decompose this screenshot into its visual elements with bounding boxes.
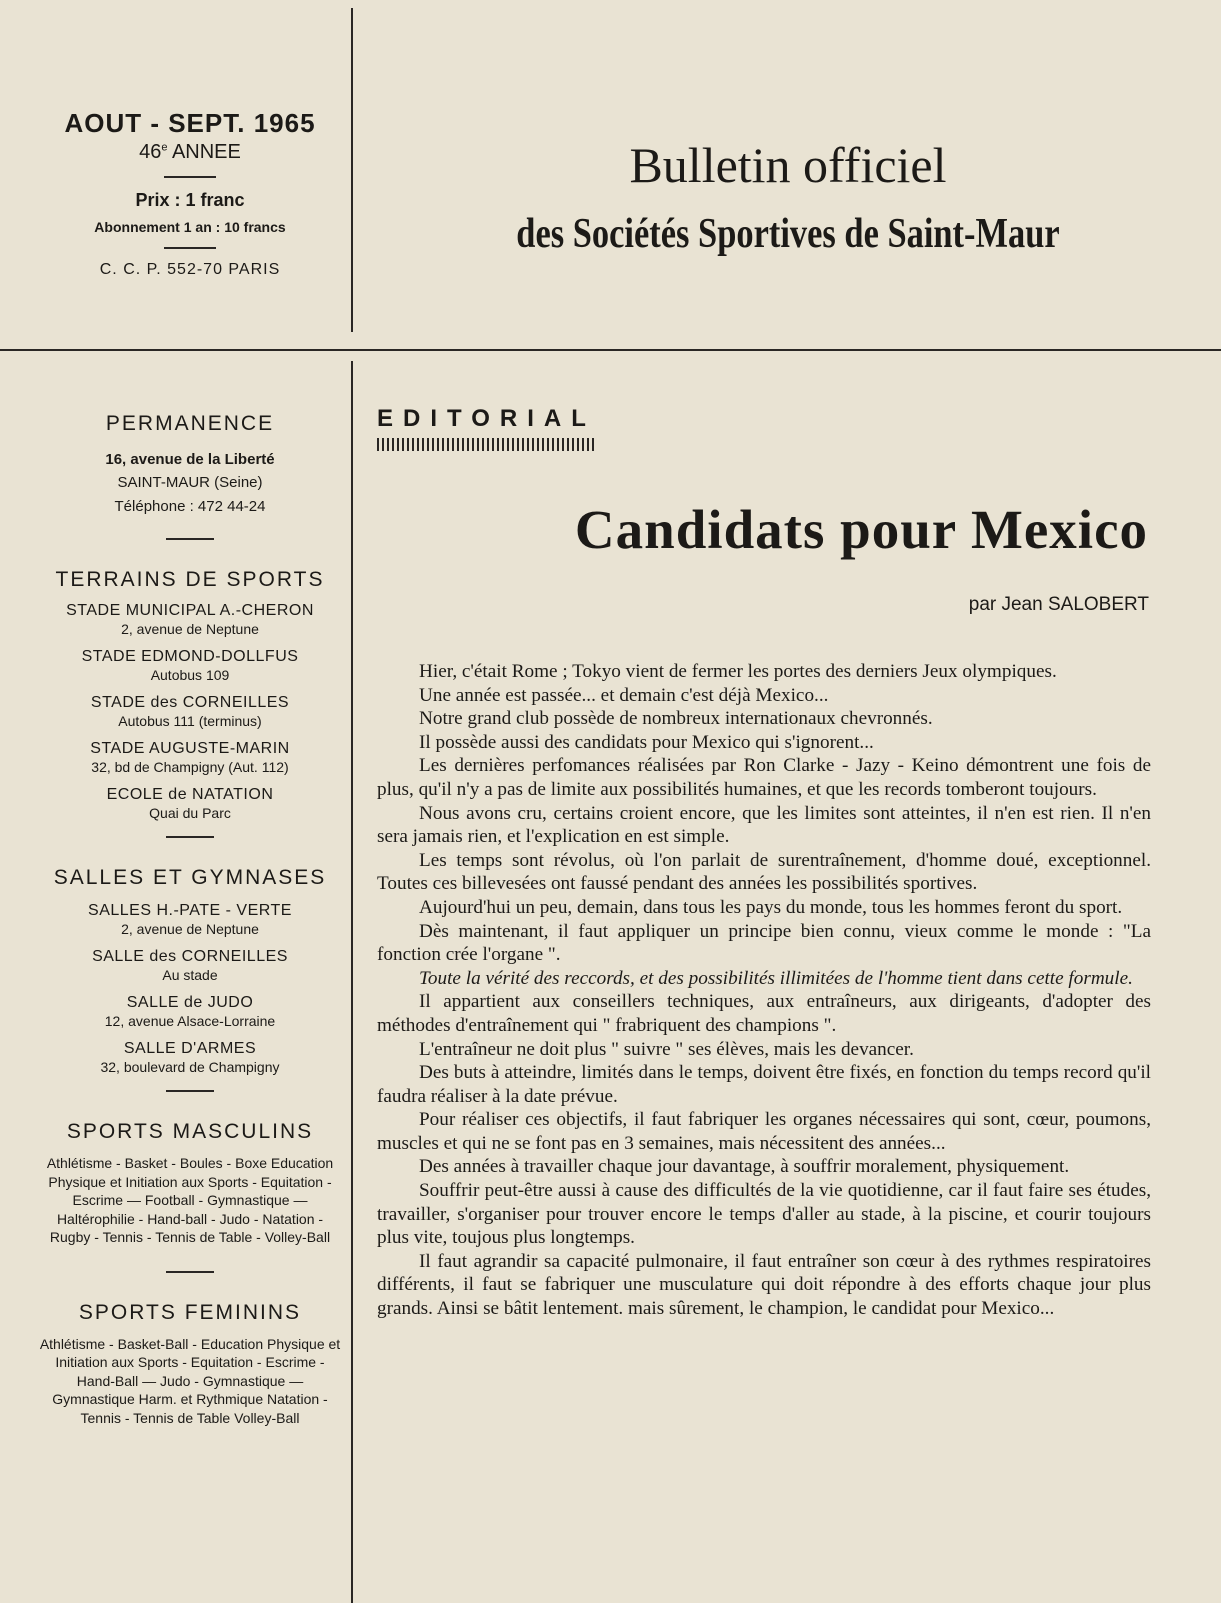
paragraph: Aujourd'hui un peu, demain, dans tous les pays du monde, tous les hommes feront du sport. <box>419 896 1123 918</box>
paragraph: Les temps sont révolus, où l'on parlait de surentraînement, d'homme doué, exceptionnel. Toutes ces billevesées ont faussé pendant des années les possibilités sportives. <box>377 849 1151 895</box>
issue-date: AOUT - SEPT. 1965 <box>64 108 316 138</box>
header-vertical-rule <box>351 8 353 332</box>
divider <box>166 1271 214 1273</box>
section-label: EDITORIAL <box>377 405 596 432</box>
venue-address: 32, boulevard de Champigny <box>100 1059 280 1075</box>
divider <box>166 1090 214 1092</box>
venue-address: 2, avenue de Neptune <box>121 621 259 637</box>
subscription: Abonnement 1 an : 10 francs <box>94 219 286 235</box>
paragraph: Hier, c'était Rome ; Tokyo vient de fermer les portes des derniers Jeux olympiques. <box>419 661 1057 682</box>
venue-address: Au stade <box>162 967 218 983</box>
venue-name: SALLES H.-PATE - VERTE <box>88 902 292 919</box>
list-item <box>30 600 350 638</box>
venue-name: STADE AUGUSTE-MARIN <box>90 740 290 757</box>
divider <box>164 247 216 249</box>
list-item <box>30 992 350 1030</box>
paragraph: Les dernières perfomances réalisées par Ron Clarke - Jazy - Keino démontrent une fois de plus, qu'il n'y a pas de limite aux possibilités humaines, et que les records tomberont toujours. <box>377 755 1151 800</box>
column-vertical-rule <box>351 361 353 1603</box>
year-superscript: e <box>161 141 168 154</box>
masculins-section <box>30 1120 350 1247</box>
list-item <box>30 900 350 938</box>
section-title: PERMANENCE <box>105 412 275 435</box>
price: Prix : 1 franc <box>135 190 245 210</box>
permanence-section <box>30 412 350 516</box>
section-title: SALLES ET GYMNASES <box>53 866 327 889</box>
paragraph: Il faut agrandir sa capacité pulmonaire, il faut entraîner son cœur à des rythmes respiratoires différents, il faut se fabriquer une musculature qui doit répondre à des efforts chaque jour plus grands. Ainsi se bâtit lentement. mais sûrement, le champion, le candidat pour Mexico... <box>377 1250 1151 1320</box>
masthead-info <box>30 108 350 279</box>
year-number: 46 <box>139 141 162 163</box>
bulletin-subtitle: des Sociétés Sportives de Saint-Maur <box>516 211 1060 257</box>
section-title: TERRAINS DE SPORTS <box>55 568 325 591</box>
paragraph: L'entraîneur ne doit plus " suivre " ses élèves, mais les devancer. <box>419 1038 914 1060</box>
section-title: SPORTS MASCULINS <box>66 1120 314 1143</box>
venue-name: STADE des CORNEILLES <box>90 694 290 711</box>
permanence-city: SAINT-MAUR (Seine) <box>117 474 263 491</box>
decorative-hatching <box>377 438 594 451</box>
header-horizontal-rule <box>0 349 1221 351</box>
feminins-section <box>30 1301 350 1428</box>
issue-year <box>30 141 350 164</box>
venue-name: SALLE de JUDO <box>126 994 254 1011</box>
terrains-section <box>30 568 350 822</box>
divider <box>164 176 216 178</box>
permanence-phone: Téléphone : 472 44-24 <box>114 498 266 515</box>
venue-address: 32, bd de Champigny (Aut. 112) <box>91 759 289 775</box>
divider <box>166 538 214 540</box>
venue-address: 12, avenue Alsace-Lorraine <box>104 1013 276 1029</box>
article-headline: Candidats pour Mexico <box>574 499 1148 560</box>
year-word: ANNEE <box>171 141 241 163</box>
list-item <box>30 784 350 822</box>
paragraph: Il appartient aux conseillers techniques, aux entraîneurs, aux dirigeants, d'adopter des méthodes d'entraînement qui " frabriquent des champions ". <box>377 991 1151 1036</box>
list-item <box>30 1038 350 1076</box>
paragraph: Pour réaliser ces objectifs, il faut fabriquer les organes nécessaires qui sont, cœur, poumons, muscles et qui ne se font pas en 3 semaines, mais nécessitent des années... <box>377 1109 1151 1154</box>
paragraph: Toute la vérité des reccords, et des possibilités illimitées de l'homme tient dans cette formule. <box>419 967 1133 989</box>
venue-name: SALLE D'ARMES <box>123 1040 257 1057</box>
section-title: SPORTS FEMININS <box>78 1300 302 1324</box>
permanence-address: 16, avenue de la Liberté <box>105 451 275 468</box>
paragraph: Des buts à atteindre, limités dans le temps, doivent être fixés, en fonction du temps record qu'il faudra réaliser à la date prévue. <box>377 1062 1151 1107</box>
sports-list: Athlétisme - Basket - Boules - Boxe Education Physique et Initiation aux Sports - Equitation - Escrime — Football - Gymnastique — Haltérophilie - Hand-ball - Judo - Natation - Rugby - Tennis - Tennis de Table - Volley-Ball <box>46 1155 334 1245</box>
paragraph: Souffrir peut-être aussi à cause des difficultés de la vie quotidienne, car il faut faire ses études, travailler, s'organiser pour trouver encore le temps d'aller au stade, à la piscine, et courir toujours plus vite, toujous plus longtemps. <box>377 1180 1151 1249</box>
paragraph: Une année est passée... et demain c'est déjà Mexico... <box>419 684 829 706</box>
salles-section <box>30 866 350 1076</box>
list-item <box>30 946 350 984</box>
venue-address: 2, avenue de Neptune <box>121 921 259 937</box>
paragraph: Notre grand club possède de nombreux internationaux chevronnés. <box>419 708 933 730</box>
venue-address: Quai du Parc <box>149 805 231 821</box>
paragraph: Des années à travailler chaque jour davantage, à souffrir moralement, physiquement. <box>419 1156 1070 1178</box>
list-item <box>30 646 350 684</box>
venue-name: SALLE des CORNEILLES <box>92 948 288 965</box>
venue-address: Autobus 111 (terminus) <box>118 713 262 729</box>
sports-list: Athlétisme - Basket-Ball - Education Physique et Initiation aux Sports - Equitation - Escrime - Hand-Ball — Judo - Gymnastique — Gymnastique Harm. et Rythmique Natation - Tennis - Tennis de Table Volley-Ball <box>39 1335 341 1426</box>
bulletin-title: Bulletin officiel <box>629 137 947 193</box>
paragraph: Dès maintenant, il faut appliquer un principe bien connu, vieux comme le monde : "La fonction crée l'organe ". <box>377 920 1151 966</box>
article-byline: par Jean SALOBERT <box>968 594 1149 615</box>
venue-name: ECOLE de NATATION <box>106 786 274 803</box>
list-item <box>30 738 350 776</box>
venue-name: STADE MUNICIPAL A.-CHERON <box>66 602 314 619</box>
sidebar <box>30 412 350 1427</box>
venue-address: Autobus 109 <box>150 667 230 683</box>
paragraph: Nous avons cru, certains croient encore, que les limites sont atteintes, il n'en est rien. Il n'en sera jamais rien, et l'explication en est simple. <box>377 802 1151 848</box>
paragraph: Il possède aussi des candidats pour Mexico qui s'ignorent... <box>419 731 874 753</box>
list-item <box>30 692 350 730</box>
venue-name: STADE EDMOND-DOLLFUS <box>81 648 299 665</box>
ccp-account: C. C. P. 552-70 PARIS <box>99 261 281 278</box>
article-body <box>377 660 1151 1321</box>
divider <box>166 836 214 838</box>
